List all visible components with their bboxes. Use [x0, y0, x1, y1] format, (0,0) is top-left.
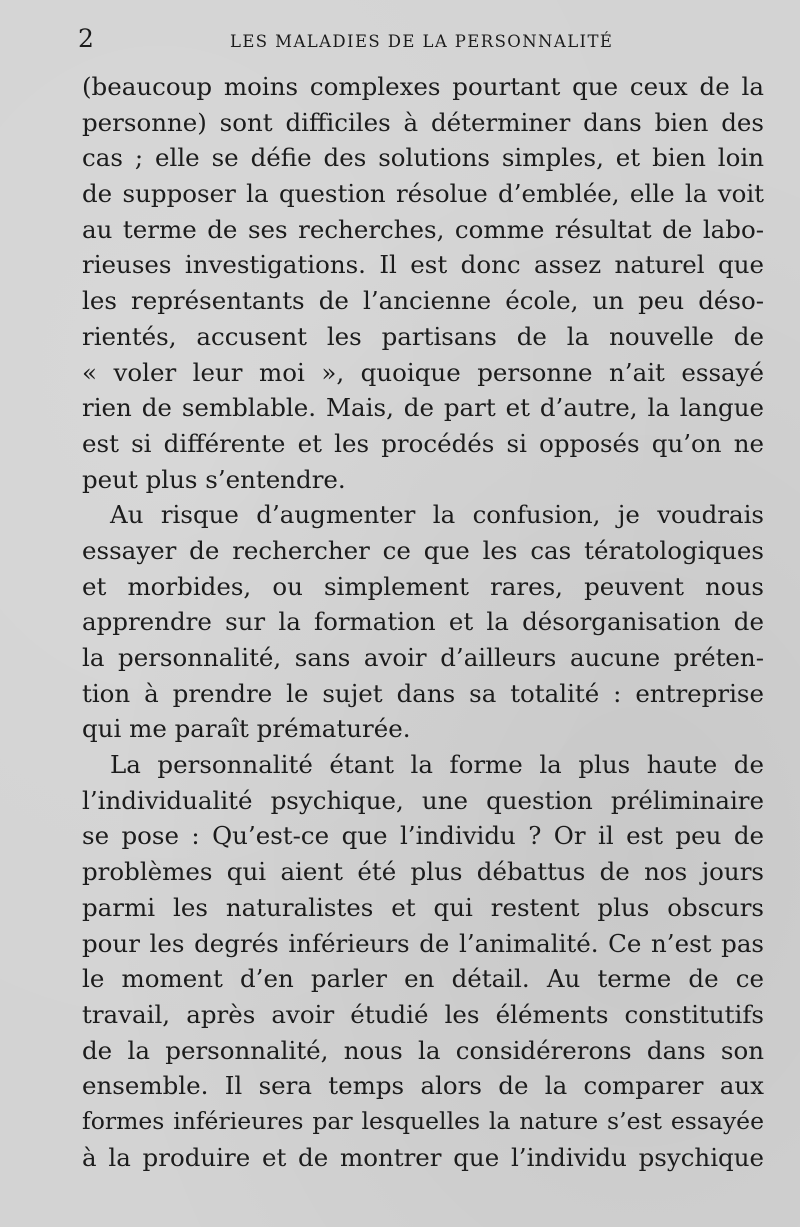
text-line: à la produire et de montrer que l’individu psychique [82, 1142, 764, 1172]
text-line: le moment d’en parler en détail. Au terme de ce [82, 964, 764, 994]
text-line: travail, après avoir étudié les éléments constitutifs [82, 999, 764, 1029]
text-line: tion à prendre le sujet dans sa totalité : entreprise [82, 678, 764, 708]
text-line: parmi les naturalistes et qui restent plus obscurs [82, 892, 764, 922]
text-line: se pose : Qu’est-ce que l’individu ? Or il est peu de [82, 821, 764, 851]
text-line: personne) sont difficiles à déterminer dans bien des [82, 107, 764, 137]
text-line: est si différente et les procédés si opposés qu’on ne [82, 428, 764, 458]
running-title: LES MALADIES DE LA PERSONNALITÉ [230, 32, 614, 51]
text-line: l’individualité psychique, une question préliminaire [82, 785, 764, 815]
text-line: la personnalité, sans avoir d’ailleurs aucune préten- [82, 643, 764, 672]
text-line: pour les degrés inférieurs de l’animalité. Ce n’est pas [82, 928, 764, 958]
body-text [82, 69, 764, 1175]
running-head [78, 22, 764, 56]
text-line: au terme de ses recherches, comme résultat de labo- [82, 214, 764, 244]
text-line: formes inférieures par lesquelles la nature s’est essayée [82, 1106, 764, 1135]
text-line: de supposer la question résolue d’emblée, elle la voit [82, 179, 764, 209]
text-line: rieuses investigations. Il est donc assez naturel que [82, 250, 764, 280]
text-line: (beaucoup moins complexes pourtant que ceux de la [82, 72, 764, 101]
text-line: et morbides, ou simplement rares, peuvent nous [82, 571, 764, 601]
paragraph-end-line: qui me paraît prématurée. [82, 714, 411, 744]
text-line: rien de semblable. Mais, de part et d’autre, la langue [82, 393, 764, 423]
text-line: essayer de rechercher ce que les cas tératologiques [82, 535, 764, 565]
page-number: 2 [78, 24, 94, 53]
paragraph-first-line: La personnalité étant la forme la plus haute de [110, 750, 764, 780]
text-line: ensemble. Il sera temps alors de la comparer aux [82, 1071, 764, 1101]
text-line: apprendre sur la formation et la désorganisation de [82, 607, 764, 637]
paragraph-end-line: peut plus s’entendre. [82, 464, 346, 494]
text-line: « voler leur moi », quoique personne n’ait essayé [82, 357, 764, 387]
paragraph-first-line: Au risque d’augmenter la confusion, je voudrais [110, 500, 764, 530]
text-line: les représentants de l’ancienne école, un peu déso- [82, 286, 764, 316]
text-line: problèmes qui aient été plus débattus de nos jours [82, 857, 764, 887]
text-line: de la personnalité, nous la considérerons dans son [82, 1035, 764, 1065]
text-line: rientés, accusent les partisans de la nouvelle de [82, 321, 764, 351]
text-line: cas ; elle se défie des solutions simples, et bien loin [82, 143, 764, 173]
